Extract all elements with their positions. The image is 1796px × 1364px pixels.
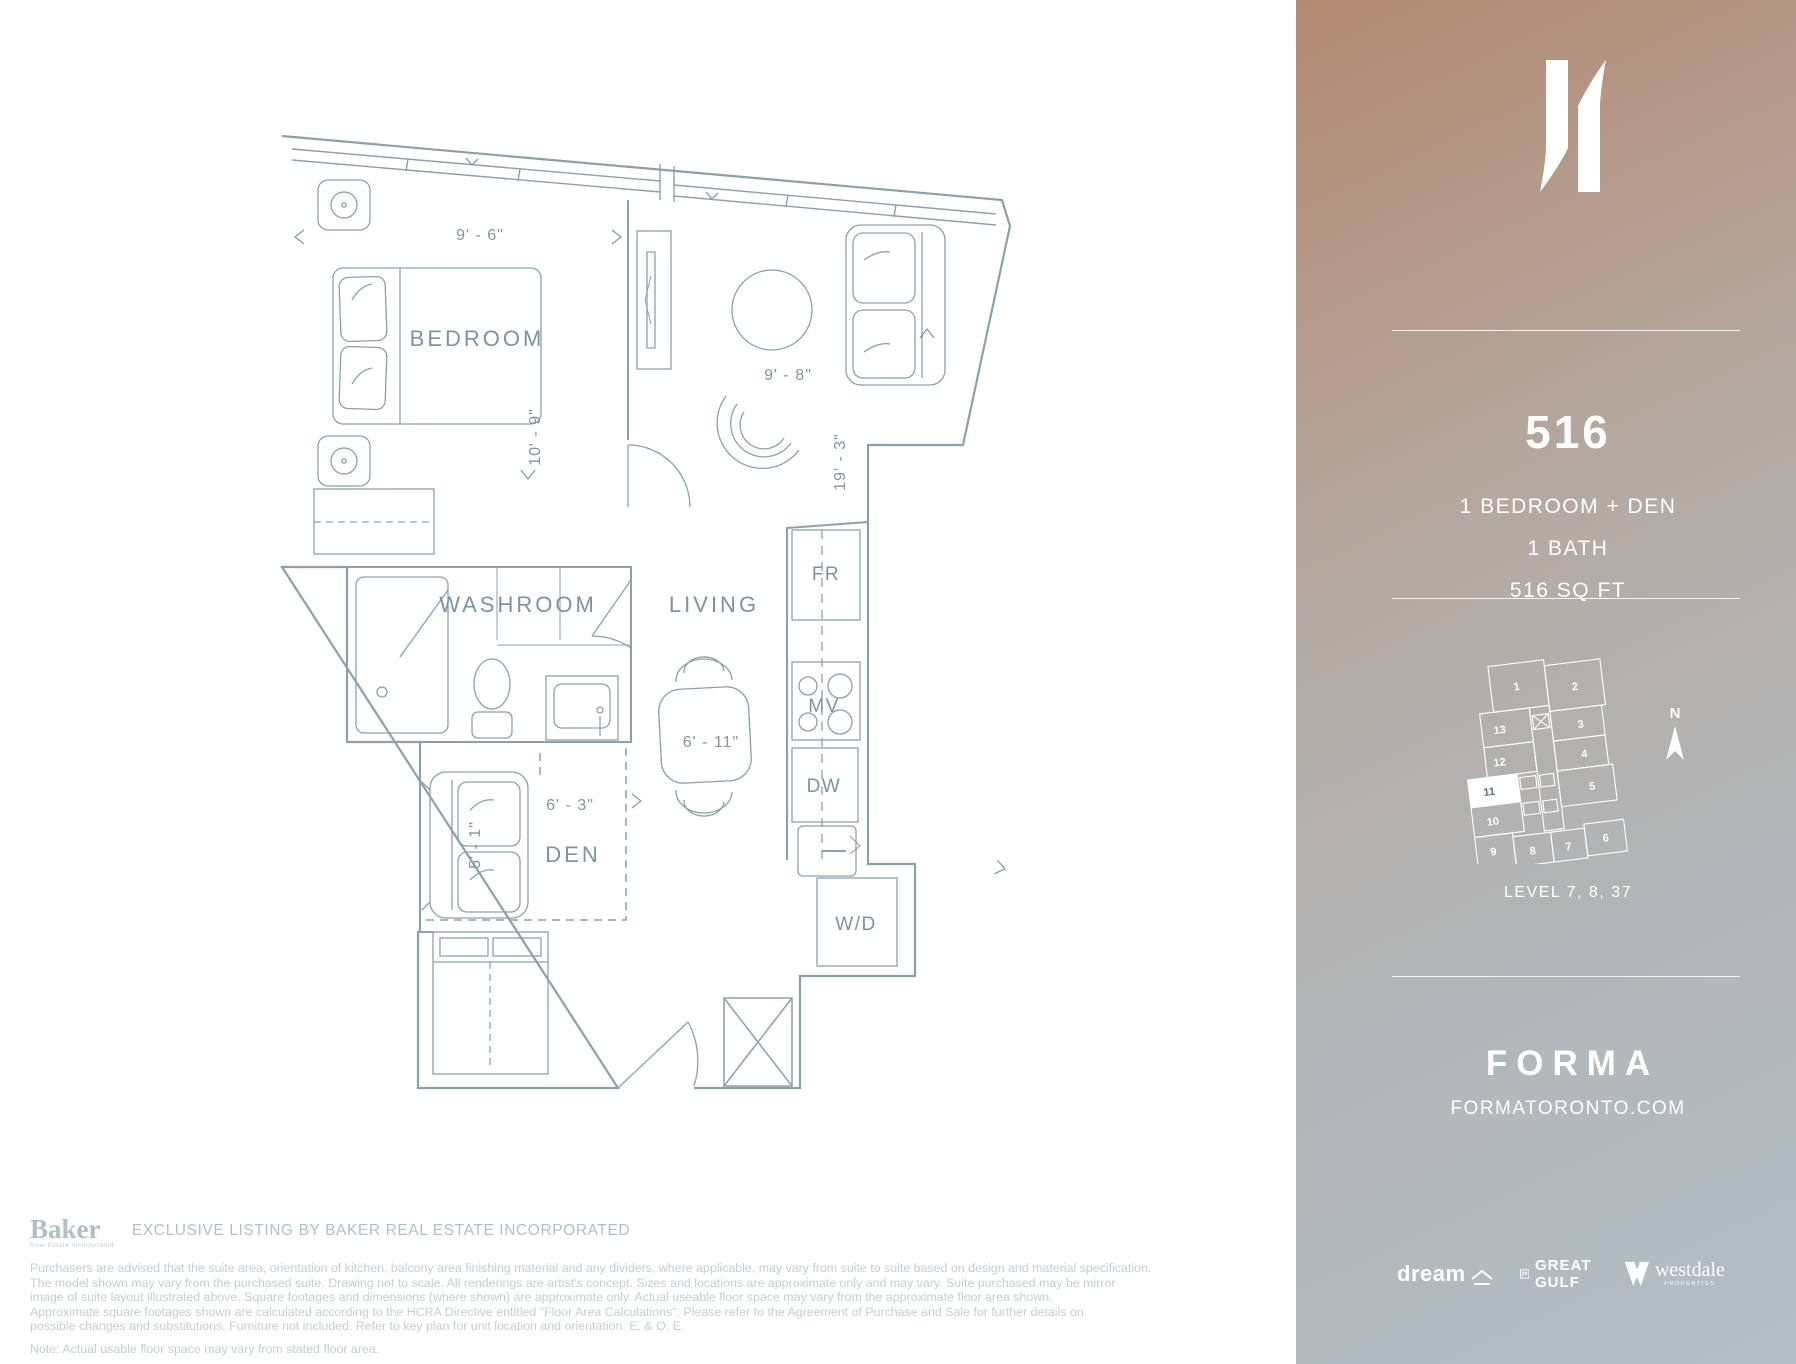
unit-outline: [282, 136, 1010, 1088]
spec-bath: 1 BATH: [1527, 537, 1609, 560]
dim-living-width: 9' - 8": [764, 367, 812, 384]
disclaimer-line: Purchasers are advised that the suite area, orientation of kitchen, balcony area finishing material and any dividers, where applicable, may vary from suite to suite based on design and material specification.: [30, 1261, 1152, 1275]
great-gulf-icon: [1520, 1266, 1529, 1282]
tv-console: [637, 231, 671, 369]
microwave-label: MV: [808, 696, 840, 717]
dim-dining: 6' - 11": [682, 734, 740, 751]
baker-logo: [30, 1214, 114, 1249]
keyplan-drawing: [1438, 652, 1698, 864]
dimension-arrows: [295, 230, 1006, 876]
round-table: [732, 270, 812, 350]
unit-number: 516: [1525, 406, 1611, 458]
info-sidebar: [1296, 0, 1796, 1364]
dream-logo-text: dream: [1397, 1261, 1466, 1286]
nightstand-top: [318, 180, 370, 230]
keyplan-unit-13: 13: [1493, 723, 1507, 738]
compass-n-label: N: [1669, 705, 1681, 722]
keyplan-unit-8: 8: [1529, 845, 1537, 858]
dim-den-width: 6' - 3": [546, 797, 594, 814]
disclaimer-line: The model shown may vary from the purchased suite. Drawing not to scale. All renderings are artist's concept. Sizes and locations are approximate only and may vary. Suite purchased may be mirror: [30, 1275, 1116, 1290]
spec-bedroom-den: 1 BEDROOM + DEN: [1459, 495, 1677, 518]
compass-needle-icon: [1666, 726, 1684, 760]
den-label: DEN: [545, 842, 601, 867]
great-gulf-text: GREAT GULF: [1535, 1257, 1592, 1291]
den-boundary: [426, 748, 626, 920]
great-gulf-logo: [1520, 1257, 1598, 1291]
bedroom-door: [628, 445, 690, 507]
disclaimer-line: Approximate square footages shown are calculated according to the HCRA Directive entitled "Floor Area Calculations". Please refer to the Agreement of Purchase and Sale for further details on: [30, 1304, 1084, 1319]
entry-door: [618, 1022, 698, 1088]
bedroom-label: BEDROOM: [409, 326, 545, 351]
shaft: [724, 998, 792, 1086]
nightstand-bottom: [318, 436, 370, 486]
fridge-label: FR: [811, 564, 841, 585]
disclaimer-line: image of suite layout illustrated above. Square footages and dimensions (where shown) are approximate only. Actual useable floor space may vary from the approximate floor area shown.: [30, 1290, 1053, 1305]
compass: [1666, 705, 1684, 760]
lounge-chair: [717, 396, 799, 468]
dishwasher-label: DW: [806, 776, 842, 797]
westdale-w-icon: [1624, 1261, 1650, 1287]
keyplan-unit-10: 10: [1486, 815, 1500, 829]
bedroom-closet: [314, 489, 434, 554]
living-label: LIVING: [668, 592, 760, 617]
dim-bedroom-width: 9' - 6": [456, 227, 504, 244]
forma-logo-icon: [1522, 60, 1614, 194]
keyplan-unit-2: 2: [1571, 680, 1579, 694]
dim-bedroom-depth: 10' - 9": [527, 408, 544, 466]
dim-den-depth: 5' - 1": [467, 821, 484, 869]
dim-living-length: 19' - 3": [832, 433, 849, 491]
unit-specs: [1340, 486, 1796, 612]
washer-dryer-label: W/D: [835, 914, 877, 935]
baker-logo-text: Baker: [30, 1214, 101, 1244]
keyplan-unit-1: 1: [1512, 680, 1521, 694]
shower: [356, 577, 448, 733]
forma-wordmark: FORMA: [1485, 1044, 1660, 1083]
level-label: LEVEL 7, 8, 37: [1503, 884, 1633, 901]
keyplan-unit-9: 9: [1489, 845, 1498, 859]
westdale-text: westdale: [1654, 1259, 1725, 1281]
window-walls: [292, 149, 996, 225]
dream-logo: [1397, 1261, 1494, 1287]
window-tick-living: [706, 192, 718, 199]
divider-middle: [1392, 598, 1740, 599]
divider-top: [1392, 330, 1740, 331]
keyplan-unit-3: 3: [1576, 718, 1585, 732]
exclusive-listing-line: EXCLUSIVE LISTING BY BAKER REAL ESTATE INCORPORATED: [131, 1222, 631, 1239]
toilet: [472, 659, 512, 738]
living-sofa: [846, 225, 945, 385]
keyplan-unit-5: 5: [1588, 780, 1597, 794]
washroom-label: WASHROOM: [439, 592, 597, 617]
partner-logos: [1397, 1252, 1725, 1296]
note-line: Note: Actual usable floor space may vary from stated floor area.: [30, 1341, 380, 1356]
westdale-logo: [1624, 1261, 1725, 1287]
vanity-sink: [546, 676, 618, 740]
disclaimer-line: possible changes and substitutions. Furniture not included. Refer to key plan for unit location and orientation. E. & O. E.: [30, 1319, 685, 1334]
divider-bottom: [1392, 976, 1740, 977]
website-url: FORMATORONTO.COM: [1450, 1098, 1686, 1119]
disclaimer-paragraph: [30, 1261, 1260, 1334]
keyplan-unit-6: 6: [1601, 832, 1610, 845]
forma-logo-mark: [1340, 60, 1796, 199]
dream-house-icon: [1470, 1269, 1494, 1287]
spec-sqft: 516 SQ FT: [1509, 579, 1627, 602]
keyplan-unit-11: 11: [1482, 785, 1496, 800]
footer: [30, 1214, 1260, 1356]
keyplan-unit-7: 7: [1564, 840, 1573, 854]
keyplan-unit-12: 12: [1492, 756, 1507, 770]
westdale-subtext: PROPERTIES: [1664, 1281, 1716, 1287]
interior-walls: [347, 200, 868, 932]
keyplan-unit-4: 4: [1580, 748, 1589, 761]
keyplan: [1438, 652, 1698, 869]
baker-logo-subtext: Real Estate Incorporated: [30, 1242, 114, 1249]
washroom-door: [592, 580, 631, 648]
